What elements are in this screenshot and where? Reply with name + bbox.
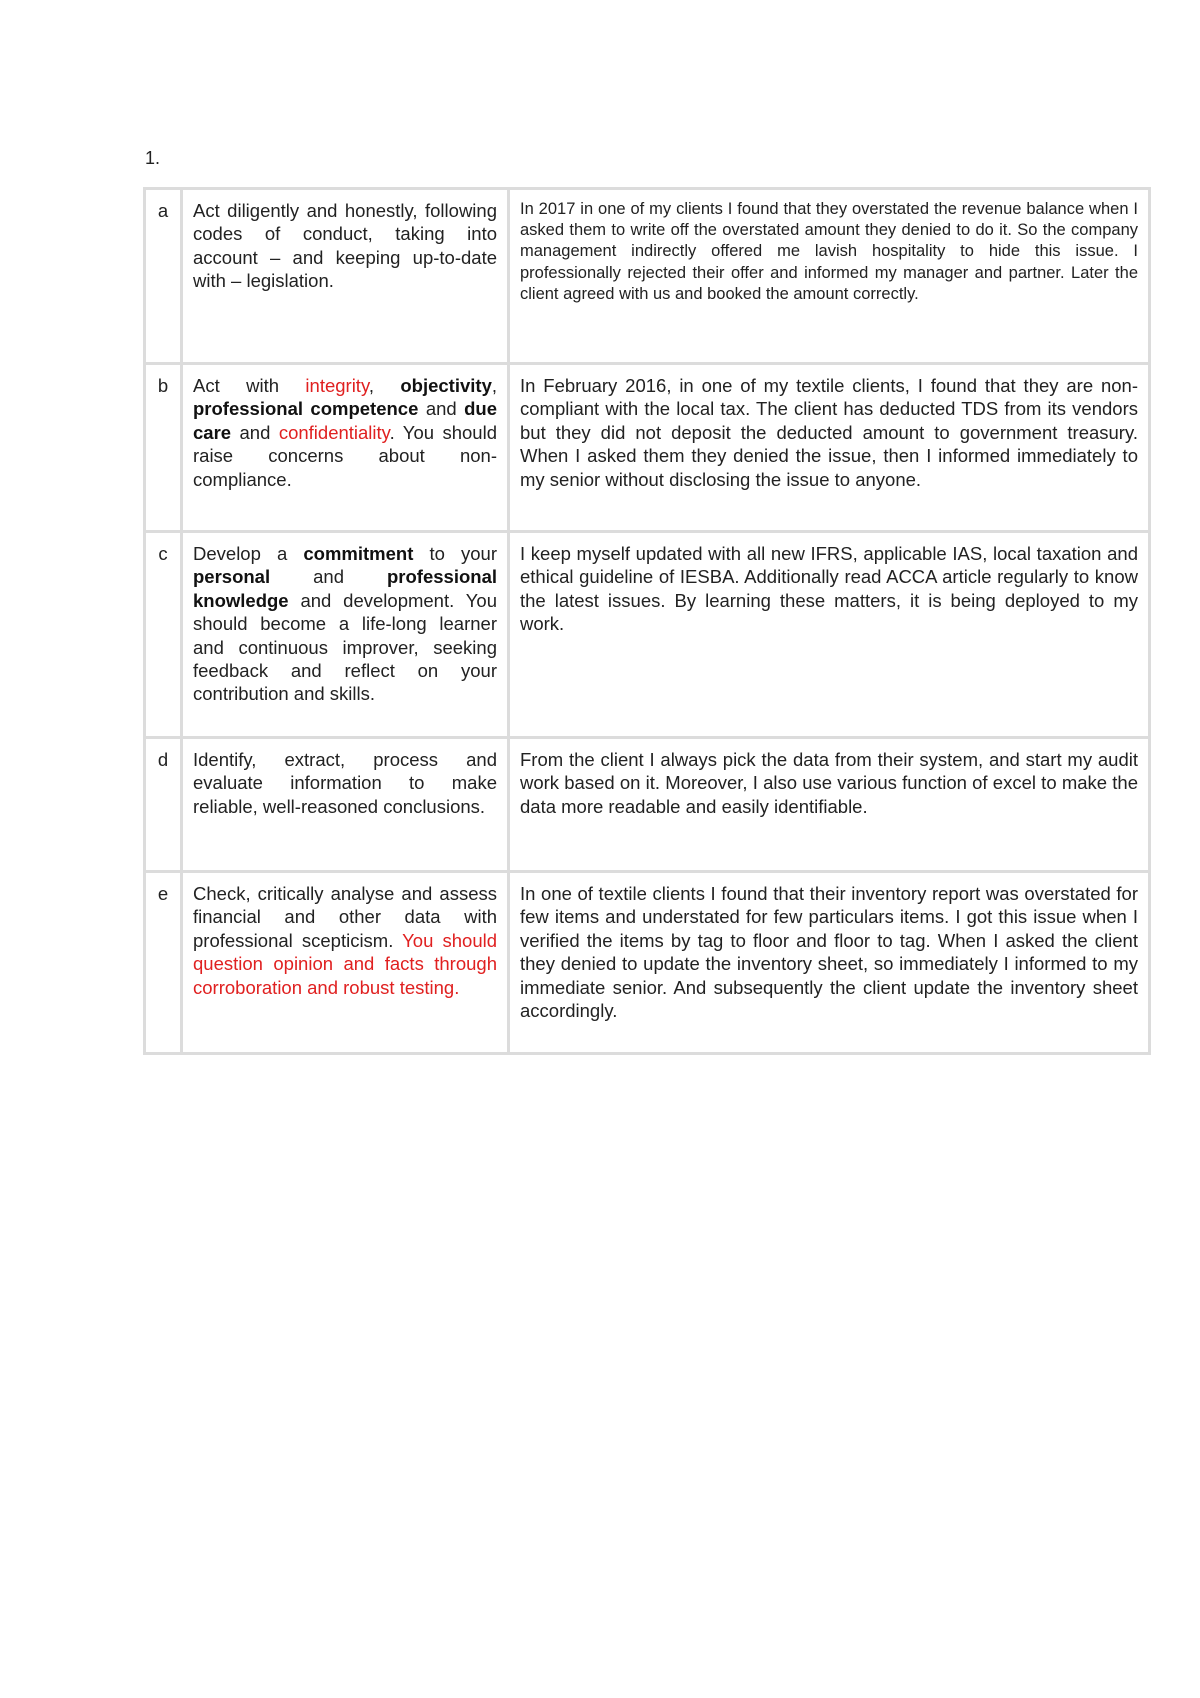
experience-example: From the client I always pick the data from their system, and start my audit work based on it. Moreover, I also use various function of excel to make the data more readable and easily identifiable. bbox=[509, 738, 1150, 872]
description-text: , bbox=[368, 375, 401, 396]
table-row bbox=[145, 532, 1150, 738]
description-text: Develop a bbox=[193, 543, 304, 564]
highlight-question-opinion: You should question opinion and facts through corroboration and robust testing. bbox=[193, 929, 498, 998]
experience-example: In 2017 in one of my clients I found that they overstated the revenue balance when I asked them to write off the overstated amount they denied to do it. So the company management indirectly offered me lavish hospitality to hide this issue. I professionally rejected their offer and informed my manager and partner. Later the client agreed with us and booked the amount correctly. bbox=[509, 189, 1150, 364]
experience-example: I keep myself updated with all new IFRS, applicable IAS, local taxation and ethical guideline of IESBA. Additionally read ACCA article regularly to know the latest issues. By learning these matters, it is being deployed to my work. bbox=[509, 532, 1150, 738]
row-letter: a bbox=[145, 189, 182, 364]
highlight-integrity: integrity bbox=[305, 375, 369, 396]
row-letter: b bbox=[145, 364, 182, 532]
bold-personal: personal bbox=[193, 566, 271, 588]
row-letter: d bbox=[145, 738, 182, 872]
description-text: . You should raise concerns about non-compliance. bbox=[193, 421, 497, 490]
description-text: and bbox=[231, 421, 279, 443]
description-text: , bbox=[491, 375, 497, 396]
table-row bbox=[145, 189, 1150, 364]
bold-professional-knowledge: professional knowledge bbox=[193, 566, 497, 611]
table-row bbox=[145, 738, 1150, 872]
experience-example: In February 2016, in one of my textile clients, I found that they are non-compliant with the local tax. The client has deducted TDS from its vendors but they did not deposit the deducted amount to government treasury. When I asked them they denied the issue, then I informed immediately to my senior without disclosing the issue to anyone. bbox=[509, 364, 1150, 532]
highlight-confidentiality: confidentiality bbox=[278, 421, 390, 443]
list-number: 1. bbox=[145, 148, 161, 168]
competency-description: Identify, extract, process and evaluate information to make reliable, well-reasoned conclusions. bbox=[182, 738, 509, 872]
row-letter: c bbox=[145, 532, 182, 738]
competency-description bbox=[182, 532, 509, 738]
description-text: Check, critically analyse and assess financial and other data with professional scepticism. bbox=[193, 883, 497, 951]
description-text: to your bbox=[413, 543, 497, 564]
row-letter: e bbox=[145, 872, 182, 1054]
description-text: Act with bbox=[193, 375, 306, 396]
experience-example: In one of textile clients I found that their inventory report was overstated for few items and understated for few particulars items. I got this issue when I verified the items by tag to floor and floor to tag. When I asked the client they denied to update the inventory sheet, so immediately I informed to my immediate senior. And subsequently the client update the inventory sheet accordingly. bbox=[509, 872, 1150, 1054]
competency-table bbox=[143, 187, 1151, 1055]
bold-due-care: due care bbox=[193, 398, 498, 443]
table-row bbox=[145, 872, 1150, 1054]
table-row bbox=[145, 364, 1150, 532]
bold-professional-competence: professional competence bbox=[193, 398, 419, 420]
bold-objectivity: objectivity bbox=[400, 375, 492, 396]
description-text: and bbox=[270, 566, 387, 588]
description-text: and development. You should become a life-long learner and continuous improver, seeking feedback and reflect on your contribution and skills. bbox=[193, 589, 497, 705]
competency-description: Act diligently and honestly, following codes of conduct, taking into account – and keeping up-to-date with – legislation. bbox=[182, 189, 509, 364]
bold-commitment: commitment bbox=[303, 543, 414, 564]
competency-description bbox=[182, 364, 509, 532]
competency-description bbox=[182, 872, 509, 1054]
description-text: and bbox=[418, 398, 465, 420]
